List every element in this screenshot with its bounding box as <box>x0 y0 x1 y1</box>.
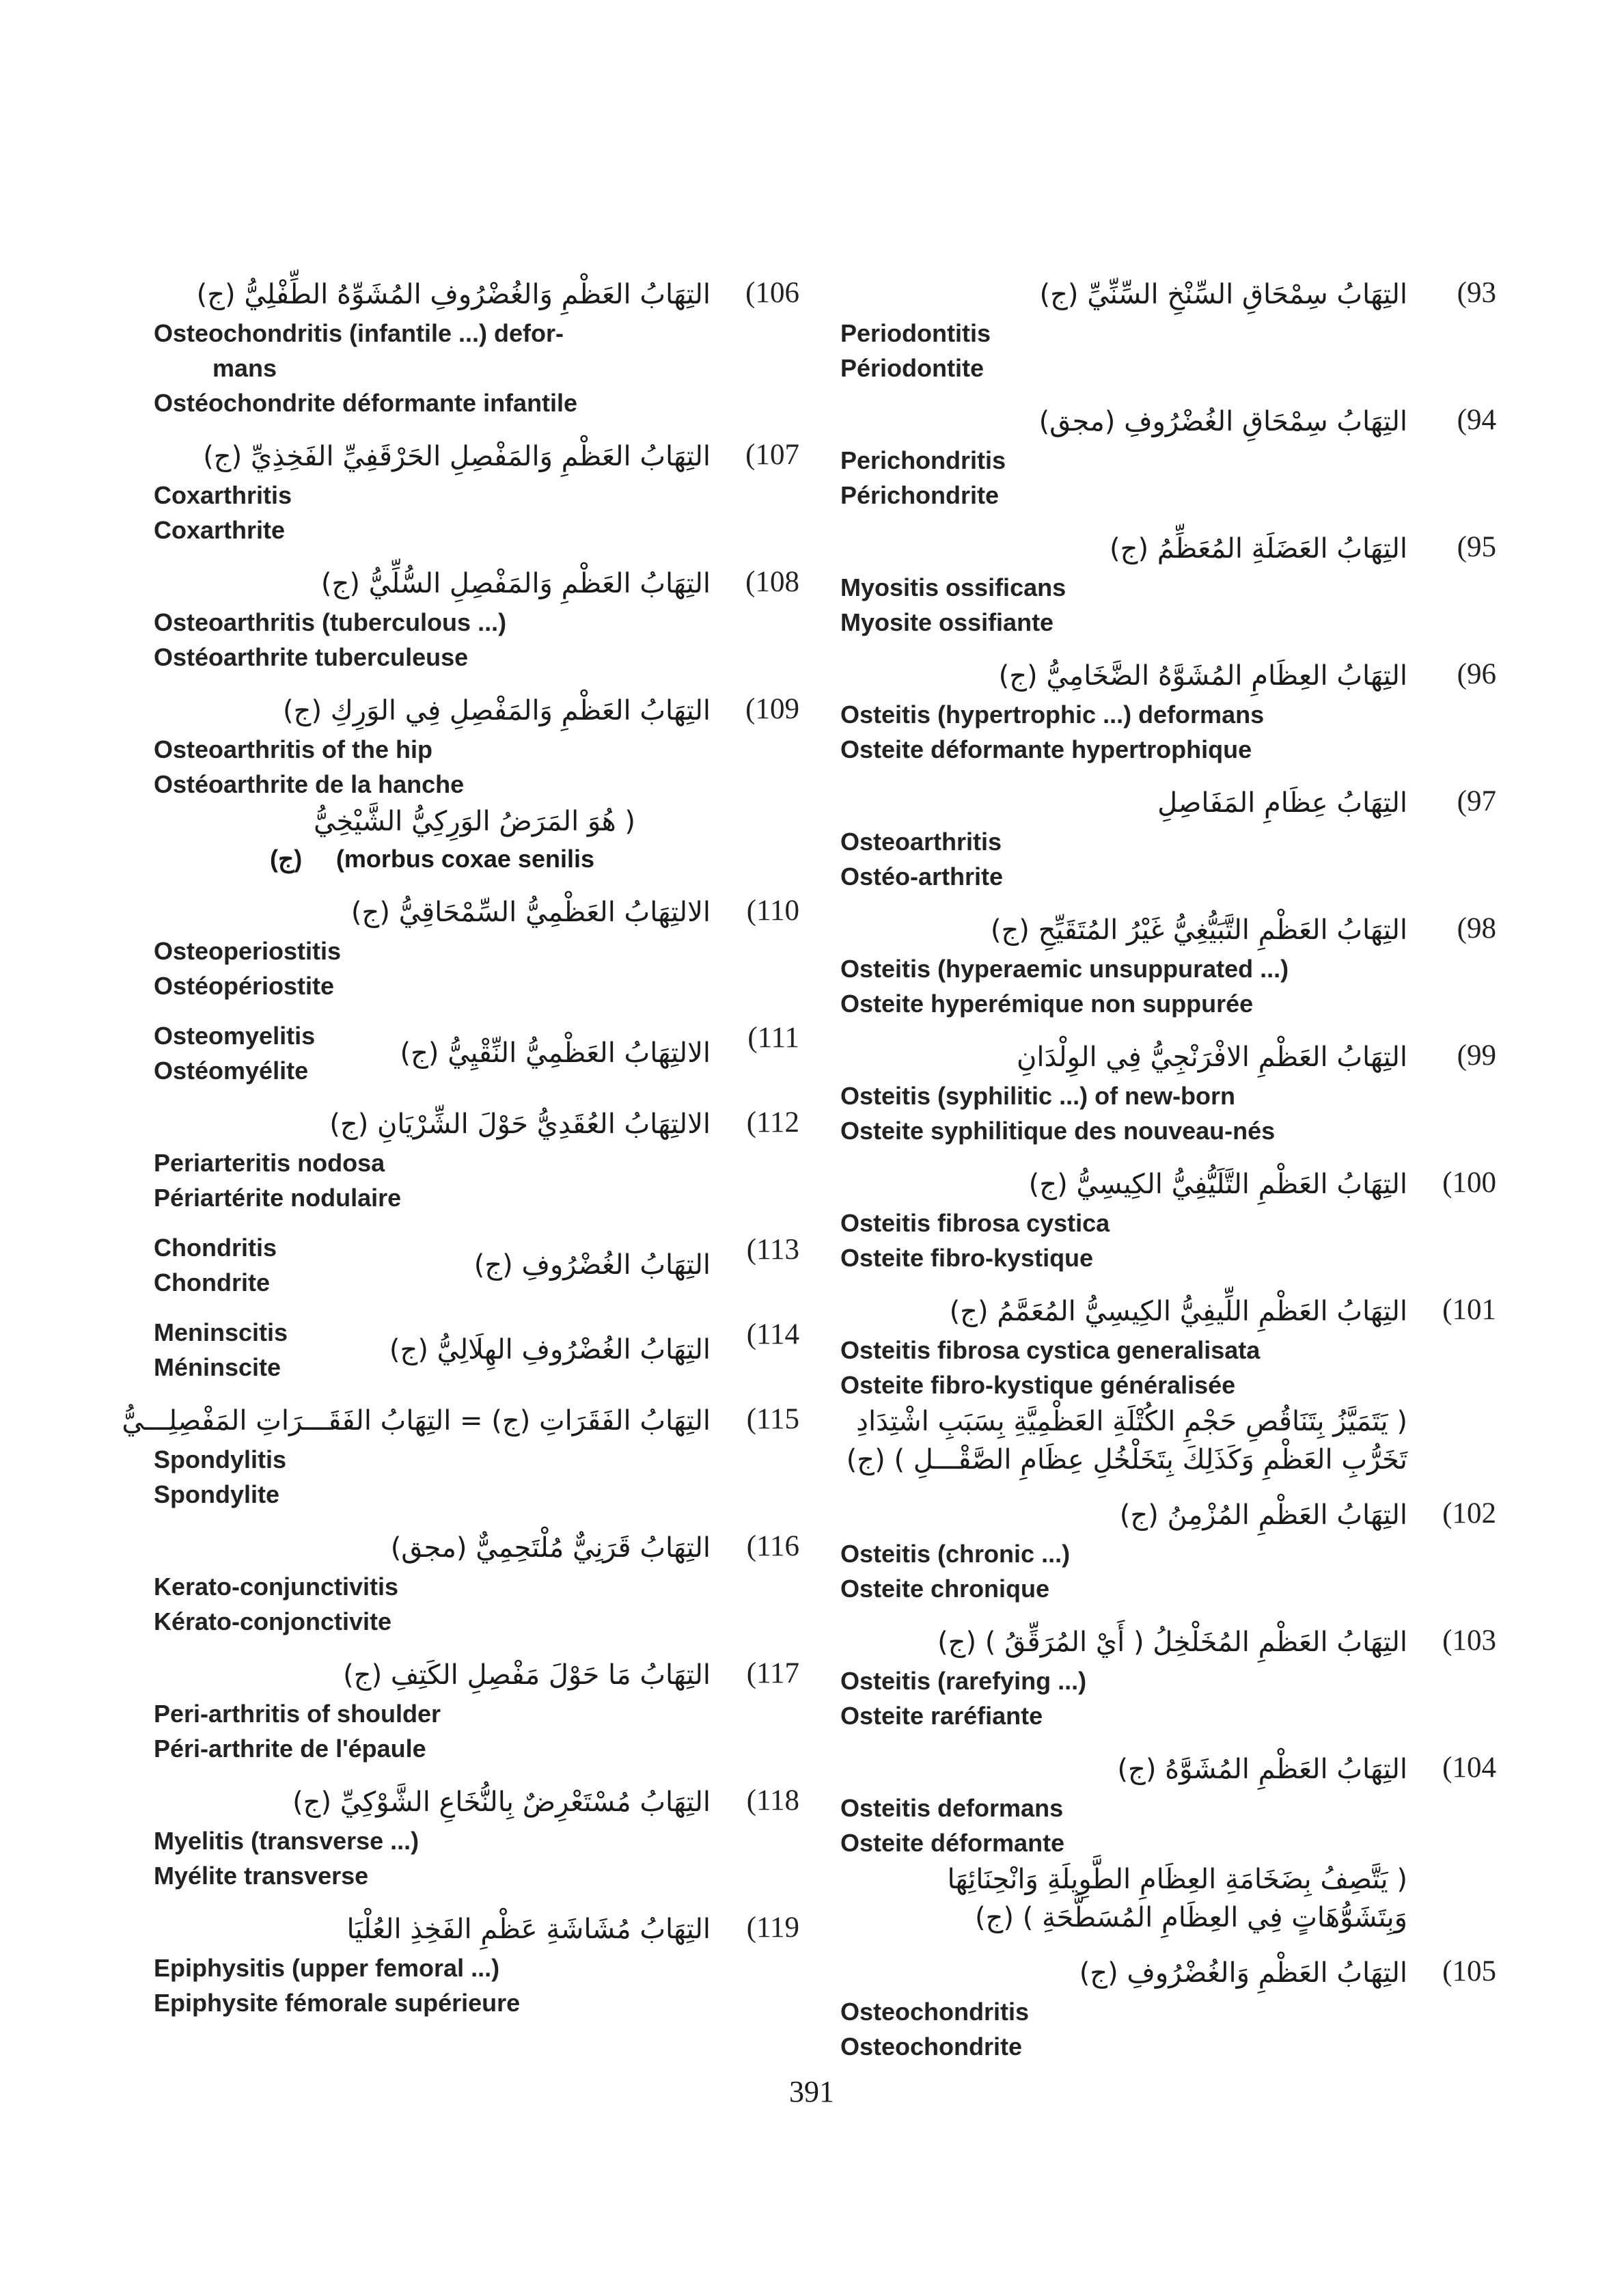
arabic-term: التِهَابُ مُشَاشَةِ عَظْمِ الفَخِذِ العُلْيَا <box>346 1914 711 1945</box>
arabic-term: الالتِهَابُ العُقَدِيُّ حَوْلَ الشِّرْيَانِ (ج) <box>329 1109 711 1140</box>
glossary-entry <box>154 1315 799 1385</box>
glossary-entry <box>154 1908 799 2020</box>
arabic-term: التِهَابُ قَرَنِيٌّ مُلْتَحِمِيٌّ (مجق) <box>390 1532 711 1564</box>
latin-synonym-row <box>154 841 799 876</box>
glossary-entry <box>840 655 1496 767</box>
arabic-term: الالتِهَابُ العَظْمِيُّ السِّمْحَاقِيُّ (ج) <box>350 897 711 928</box>
entry-number: (93 <box>1457 277 1496 309</box>
french-term: Osteite syphilitique des nouveau-nés <box>840 1117 1276 1145</box>
french-term: Péri-arthrite de l'épaule <box>154 1735 426 1763</box>
entry-row <box>154 1230 799 1300</box>
entry-number: (106 <box>745 277 799 309</box>
arabic-term: التِهَابُ العَظْمِ وَالمَفْصِلِ الحَرْقَفِيِّ الفَخِذِيِّ (ج) <box>203 441 711 472</box>
entry-number: (117 <box>746 1657 799 1689</box>
entry-terms <box>154 1230 277 1300</box>
entry-number: (115 <box>746 1403 799 1435</box>
entry-terms <box>154 1315 288 1385</box>
entry-number: (107 <box>745 439 799 471</box>
glossary-entry <box>840 273 1496 385</box>
english-term: Osteitis (chronic ...) <box>840 1540 1071 1568</box>
french-term: Périartérite nodulaire <box>154 1184 402 1212</box>
english-term: Osteochondritis (infantile ...) defor- <box>154 319 564 347</box>
english-term: Perichondritis <box>840 446 1006 474</box>
left-column <box>122 273 799 2035</box>
glossary-entry <box>840 782 1496 894</box>
arabic-term: التِهَابُ العَظْمِ المُزْمِنُ (ج) <box>1119 1499 1407 1531</box>
arabic-term: التِهَابُ الغُضْرُوفِ الهِلَالِيُّ (ج) <box>389 1334 711 1365</box>
entry-row <box>154 1315 799 1385</box>
english-term: Coxarthritis <box>154 481 292 509</box>
arabic-term: التِهَابُ مُسْتَعْرِضٌ بِالنُّخَاعِ الشَّوْكِيِّ (ج) <box>292 1786 711 1818</box>
entry-number: (100 <box>1442 1167 1496 1199</box>
french-term: Périchondrite <box>840 481 1000 509</box>
glossary-entry <box>154 273 799 420</box>
arabic-term: التِهَابُ العِظَامِ المُشَوَّهُ الضَّخَامِيُّ (ج) <box>998 660 1407 692</box>
english-term: Osteoperiostitis <box>154 937 342 965</box>
entry-number: (112 <box>746 1106 799 1139</box>
english-term: Osteoarthritis of the hip <box>154 735 433 763</box>
french-term: Ostéoarthrite de la hanche <box>154 770 465 798</box>
english-term: Osteitis fibrosa cystica <box>840 1209 1110 1237</box>
glossary-entry <box>154 1781 799 1893</box>
arabic-term: التِهَابُ العَظْمِ اللِّيفِيُّ الكِيسِيُّ المُعَمَّمُ (ج) <box>949 1296 1407 1327</box>
glossary-entry <box>154 1654 799 1766</box>
entry-number: (114 <box>746 1318 799 1350</box>
french-term: Osteite raréfiante <box>840 1702 1043 1730</box>
french-term: Ostéochondrite déformante infantile <box>154 389 578 417</box>
french-term: Chondrite <box>154 1268 270 1296</box>
glossary-entry <box>154 1230 799 1300</box>
french-term: Ostéomyélite <box>154 1057 309 1085</box>
french-term: Osteite déformante hypertrophique <box>840 735 1252 763</box>
english-term: Chondritis <box>154 1234 277 1262</box>
english-term: Kerato-conjunctivitis <box>154 1573 399 1601</box>
arabic-term: التِهَابُ عِظَامِ المَفَاصِلِ <box>1157 787 1407 819</box>
arabic-note: ( يَتَّصِفُ بِضَخَامَةِ العِظَامِ الطَّوِيلَةِ وَانْحِنَائِهَا وَبِتَشَوُّهَاتٍ فِي العِظَامِ المُسَطَّحَةِ ) (ج) <box>947 1864 1407 1933</box>
page-number: 391 <box>789 2075 834 2108</box>
glossary-entry <box>154 690 799 876</box>
english-term: Osteoarthritis <box>840 828 1002 856</box>
glossary-entry <box>154 562 799 675</box>
arabic-term: التِهَابُ العَظْمِ المُخَلْخِلُ ( أَيْ المُرَقِّقُ ) (ج) <box>937 1627 1407 1658</box>
arabic-term: التِهَابُ العَظْمِ وَالغُضْرُوفِ المُشَوِّهُ الطِّفْلِيُّ (ج) <box>196 279 711 310</box>
english-term: Osteoarthritis (tuberculous ...) <box>154 608 507 636</box>
english-term: Osteitis fibrosa cystica generalisata <box>840 1336 1261 1364</box>
glossary-entry <box>840 528 1496 640</box>
entry-number: (104 <box>1442 1752 1496 1784</box>
arabic-term: التِهَابُ العَظْمِ الافْرَنْجِيُّ فِي الوِلْدَانِ <box>1016 1042 1407 1073</box>
arabic-term: التِهَابُ العَظْمِ المُشَوَّهُ (ج) <box>1117 1754 1407 1785</box>
english-term: Periarteritis nodosa <box>154 1149 385 1177</box>
entry-number: (118 <box>746 1784 799 1817</box>
french-term: Méninscite <box>154 1353 281 1381</box>
arabic-term: التِهَابُ العَظْمِ وَالمَفْصِلِ فِي الوَرِكِ (ج) <box>283 695 711 726</box>
entry-number: (105 <box>1442 1955 1496 1987</box>
entry-number: (95 <box>1457 531 1496 563</box>
entry-number: (101 <box>1442 1294 1496 1326</box>
arabic-term: التِهَابُ العَظْمِ وَالمَفْصِلِ السُّلِّيُّ (ج) <box>320 568 711 599</box>
french-term: Osteite déformante <box>840 1829 1065 1857</box>
english-term: Osteomyelitis <box>154 1022 316 1050</box>
arabic-term: التِهَابُ سِمْحَاقِ السِّنْخِ السِّنِّيِّ (ج) <box>1039 279 1407 310</box>
arabic-term: التِهَابُ الغُضْرُوفِ (ج) <box>473 1249 711 1281</box>
french-term: Osteite fibro-kystique généralisée <box>840 1371 1236 1399</box>
glossary-entry <box>840 1494 1496 1606</box>
english-term: Myositis ossificans <box>840 573 1066 601</box>
entry-number: (109 <box>745 693 799 725</box>
glossary-entry <box>840 400 1496 513</box>
english-term: Osteitis (syphilitic ...) of new-born <box>840 1082 1236 1110</box>
french-term: Ostéoarthrite tuberculeuse <box>154 643 469 671</box>
arabic-note: ( هُوَ المَرَضُ الوَرِكِيُّ الشَّيْخِيُّ <box>314 806 635 837</box>
entry-number: (97 <box>1457 785 1496 817</box>
glossary-entry <box>840 1036 1496 1148</box>
french-term: Myosite ossifiante <box>840 608 1054 636</box>
entry-number: (119 <box>746 1912 799 1944</box>
english-term: Meninscitis <box>154 1318 288 1346</box>
english-term: Spondylitis <box>154 1445 287 1473</box>
french-term: Osteite hyperémique non suppurée <box>840 990 1254 1018</box>
english-term: Epiphysitis (upper femoral ...) <box>154 1954 500 1982</box>
glossary-entry <box>840 909 1496 1021</box>
glossary-entry <box>840 1163 1496 1275</box>
english-term: Peri-arthritis of shoulder <box>154 1700 441 1728</box>
arabic-term: الالتِهَابُ العَظْمِيُّ النِّقْيِيُّ (ج) <box>400 1037 711 1069</box>
entry-number: (116 <box>746 1530 799 1562</box>
glossary-entry <box>840 1621 1496 1733</box>
french-term: Osteite fibro-kystique <box>840 1244 1094 1272</box>
entry-number: (113 <box>746 1234 799 1266</box>
entry-number: (102 <box>1442 1497 1496 1530</box>
french-term: Spondylite <box>154 1480 280 1508</box>
arabic-term: التِهَابُ سِمْحَاقِ الغُضْرُوفِ (مجق) <box>1038 406 1407 437</box>
arabic-term: التِهَابُ العَظْمِ التَّلَيُّفِيُّ الكِيسِيُّ (ج) <box>1028 1169 1407 1200</box>
french-term: Osteite chronique <box>840 1575 1050 1603</box>
entry-row <box>154 1018 799 1088</box>
english-term: Osteitis deformans <box>840 1794 1064 1822</box>
entry-number: (111 <box>747 1022 799 1054</box>
english-term: Periodontitis <box>840 319 991 347</box>
english-term: Osteitis (hypertrophic ...) deformans <box>840 701 1265 729</box>
french-term: Epiphysite fémorale supérieure <box>154 1989 521 2017</box>
glossary-entry <box>154 435 799 547</box>
glossary-entry <box>154 1103 799 1215</box>
english-term: Osteochondritis <box>840 1998 1030 2026</box>
english-term: Osteitis (hyperaemic unsuppurated ...) <box>840 955 1289 983</box>
arabic-term: التِهَابُ العَظْمِ التَّبَيُّغِيُّ غَيْرُ المُتَقَيِّحِ (ج) <box>990 914 1407 946</box>
french-term: Ostéopériostite <box>154 972 335 1000</box>
glossary-entry <box>840 1748 1496 1937</box>
glossary-entry <box>840 1952 1496 2064</box>
arabic-tag: (ج) <box>270 845 303 873</box>
entry-number: (94 <box>1457 404 1496 436</box>
english-term: Osteitis (rarefying ...) <box>840 1667 1087 1695</box>
french-term: Périodontite <box>840 354 985 382</box>
arabic-term: التِهَابُ الفَقَرَاتِ (ج) = التِهَابُ الفَقَـــرَاتِ المَفْصِلِـــيُّ <box>122 1405 711 1437</box>
arabic-term: التِهَابُ العَظْمِ وَالغُضْرُوفِ (ج) <box>1079 1957 1407 1989</box>
entry-number: (98 <box>1457 912 1496 944</box>
glossary-entry <box>154 1018 799 1088</box>
entry-number: (99 <box>1457 1039 1496 1072</box>
french-term: Myélite transverse <box>154 1862 369 1890</box>
entry-number: (110 <box>746 895 799 927</box>
english-term-continued: mans <box>212 354 277 382</box>
arabic-term: التِهَابُ العَضَلَةِ المُعَظِّمُ (ج) <box>1110 533 1407 565</box>
english-term: Myelitis (transverse ...) <box>154 1827 419 1855</box>
arabic-note: ( يَتَمَيَّزُ بِتَنَاقُصِ حَجْمِ الكُتْلَةِ العَظْمِيَّةِ بِسَبَبِ اشْتِدَادِ تَخَرُّبِ العَظْمِ وَكَذَلِكَ بِتَخَلْخُلِ عِظَامِ الصَّقْـــلِ ) (ج) <box>846 1406 1407 1476</box>
french-term: Coxarthrite <box>154 516 286 544</box>
glossary-entry <box>154 1527 799 1639</box>
entry-terms <box>154 1018 315 1088</box>
latin-synonym: (morbus coxae senilis <box>335 845 594 873</box>
arabic-term: التِهَابُ مَا حَوْلَ مَفْصِلِ الكَتِفِ (ج) <box>343 1659 711 1691</box>
right-column <box>840 273 1496 2079</box>
glossary-entry <box>122 1400 799 1512</box>
entry-number: (103 <box>1442 1624 1496 1657</box>
entry-number: (96 <box>1457 658 1496 690</box>
french-term: Osteochondrite <box>840 2033 1023 2061</box>
glossary-entry <box>154 891 799 1003</box>
entry-number: (108 <box>745 566 799 598</box>
glossary-entry <box>840 1290 1496 1479</box>
french-term: Kérato-conjonctivite <box>154 1607 392 1635</box>
french-term: Ostéo-arthrite <box>840 862 1004 891</box>
